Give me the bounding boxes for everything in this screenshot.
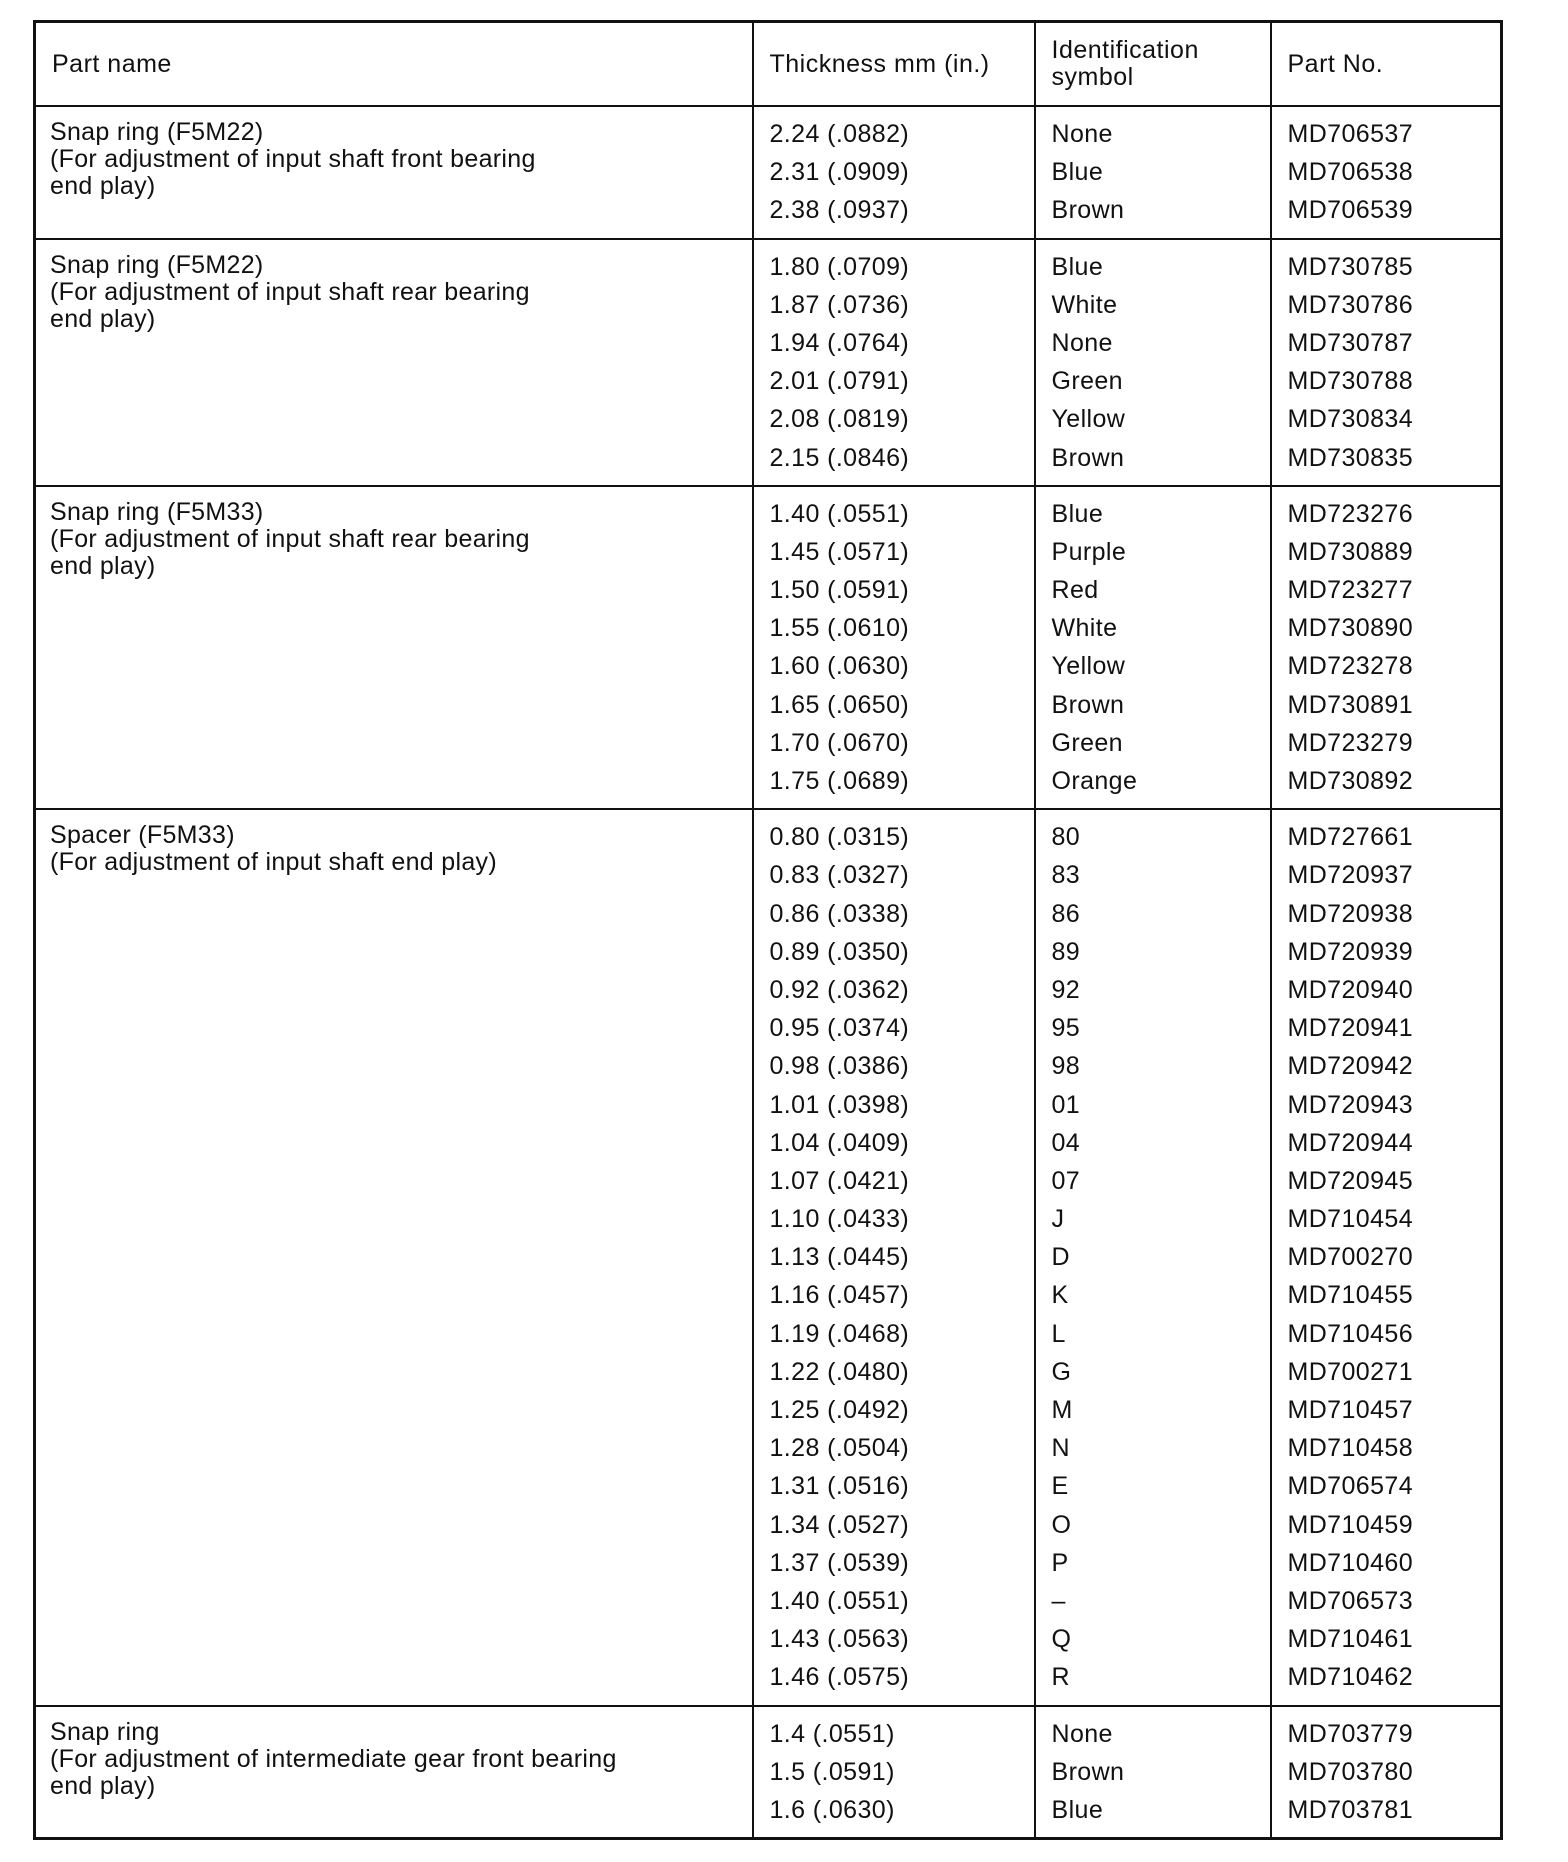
part-number-value: MD700271 bbox=[1287, 1357, 1414, 1386]
thickness-value: 2.01 (.0791) bbox=[769, 367, 910, 396]
header-identification-symbol bbox=[1035, 22, 1271, 107]
part-name-line: end play) bbox=[50, 551, 156, 580]
identification-symbol-value: Orange bbox=[1051, 767, 1138, 795]
identification-symbol-value: K bbox=[1051, 1281, 1069, 1310]
identification-symbol-value: None bbox=[1051, 328, 1113, 357]
thickness-value: 0.92 (.0362) bbox=[769, 975, 910, 1004]
part-number-value: MD720937 bbox=[1287, 861, 1414, 890]
thickness-value: 1.19 (.0468) bbox=[769, 1319, 910, 1348]
identification-symbol-value: Blue bbox=[1051, 1795, 1104, 1824]
thickness-value: 0.83 (.0327) bbox=[769, 861, 910, 890]
thickness-value: 1.80 (.0709) bbox=[769, 252, 910, 281]
thickness-cell bbox=[753, 486, 1035, 810]
identification-symbol-value: 86 bbox=[1051, 899, 1081, 928]
part-name-line: Snap ring (F5M22) bbox=[50, 118, 264, 146]
part-number-value: MD710460 bbox=[1287, 1548, 1414, 1577]
identification-symbol-value: D bbox=[1051, 1243, 1070, 1272]
part-name-line: (For adjustment of input shaft end play) bbox=[50, 848, 497, 877]
header-part-no: Part No. bbox=[1271, 22, 1502, 107]
part-number-value: MD730890 bbox=[1287, 614, 1414, 643]
thickness-value: 0.86 (.0338) bbox=[769, 899, 910, 928]
part-number-value: MD730834 bbox=[1287, 405, 1414, 434]
part-number-cell bbox=[1271, 486, 1502, 810]
part-number-value: MD730892 bbox=[1287, 767, 1414, 795]
identification-symbol-value: 92 bbox=[1051, 975, 1081, 1004]
part-number-value: MD706537 bbox=[1287, 120, 1414, 148]
thickness-cell bbox=[753, 106, 1035, 239]
identification-symbol-cell bbox=[1035, 239, 1271, 486]
header-part-name: Part name bbox=[35, 22, 753, 107]
identification-symbol-value: E bbox=[1051, 1472, 1069, 1501]
identification-symbol-value: M bbox=[1051, 1396, 1073, 1424]
part-name-line: (For adjustment of input shaft rear bearing bbox=[50, 524, 530, 553]
part-name-cell bbox=[35, 809, 753, 1705]
identification-symbol-value: None bbox=[1051, 1719, 1113, 1748]
part-name-line: (For adjustment of input shaft front bearing bbox=[50, 145, 536, 173]
identification-symbol-value: – bbox=[1051, 1586, 1066, 1615]
part-number-value: MD720940 bbox=[1287, 975, 1414, 1004]
part-number-value: MD703780 bbox=[1287, 1757, 1414, 1786]
thickness-value: 2.15 (.0846) bbox=[769, 443, 910, 472]
identification-symbol-value: White bbox=[1051, 290, 1118, 319]
identification-symbol-cell bbox=[1035, 486, 1271, 810]
part-number-value: MD720941 bbox=[1287, 1014, 1414, 1043]
part-number-value: MD710461 bbox=[1287, 1625, 1414, 1654]
thickness-value: 1.50 (.0591) bbox=[769, 576, 910, 605]
parts-table-sheet bbox=[33, 20, 1500, 1840]
thickness-value: 1.34 (.0527) bbox=[769, 1510, 910, 1539]
part-number-cell bbox=[1271, 239, 1502, 486]
part-number-cell bbox=[1271, 1706, 1502, 1839]
part-number-value: MD720942 bbox=[1287, 1052, 1414, 1081]
identification-symbol-cell bbox=[1035, 1706, 1271, 1839]
identification-symbol-value: J bbox=[1051, 1205, 1065, 1234]
part-number-value: MD730788 bbox=[1287, 367, 1414, 396]
part-number-value: MD730787 bbox=[1287, 328, 1414, 357]
part-number-cell bbox=[1271, 809, 1502, 1705]
part-number-value: MD710455 bbox=[1287, 1281, 1414, 1310]
part-number-value: MD706538 bbox=[1287, 158, 1414, 187]
part-number-value: MD720938 bbox=[1287, 899, 1414, 928]
part-number-value: MD730785 bbox=[1287, 252, 1414, 281]
identification-symbol-value: Green bbox=[1051, 367, 1123, 396]
thickness-value: 1.28 (.0504) bbox=[769, 1434, 910, 1463]
thickness-value: 2.31 (.0909) bbox=[769, 158, 910, 187]
identification-symbol-value: 89 bbox=[1051, 937, 1081, 966]
identification-symbol-value: Yellow bbox=[1051, 405, 1126, 434]
identification-symbol-value: 80 bbox=[1051, 823, 1081, 852]
identification-symbol-value: N bbox=[1051, 1434, 1070, 1463]
part-number-value: MD720939 bbox=[1287, 937, 1414, 966]
part-number-value: MD706574 bbox=[1287, 1472, 1414, 1501]
identification-symbol-value: 04 bbox=[1051, 1128, 1081, 1157]
part-number-value: MD706539 bbox=[1287, 196, 1414, 225]
header-row bbox=[35, 22, 1502, 107]
part-name-line: (For adjustment of input shaft rear bearing bbox=[50, 277, 530, 306]
identification-symbol-value: Brown bbox=[1051, 1757, 1125, 1786]
part-number-value: MD730835 bbox=[1287, 443, 1414, 472]
identification-symbol-value: Red bbox=[1051, 576, 1099, 605]
header-identification-line1: Identification bbox=[1051, 36, 1199, 64]
thickness-cell bbox=[753, 809, 1035, 1705]
part-number-value: MD723277 bbox=[1287, 576, 1414, 605]
table-row bbox=[35, 486, 1502, 810]
part-number-value: MD710458 bbox=[1287, 1434, 1414, 1463]
part-number-value: MD700270 bbox=[1287, 1243, 1414, 1272]
identification-symbol-value: Blue bbox=[1051, 252, 1104, 281]
part-name-line: end play) bbox=[50, 172, 156, 200]
part-number-value: MD703781 bbox=[1287, 1795, 1414, 1824]
table-row bbox=[35, 106, 1502, 239]
part-number-value: MD710454 bbox=[1287, 1205, 1414, 1234]
identification-symbol-value: Blue bbox=[1051, 499, 1104, 528]
identification-symbol-value: L bbox=[1051, 1319, 1066, 1348]
thickness-value: 1.25 (.0492) bbox=[769, 1396, 910, 1424]
thickness-value: 1.43 (.0563) bbox=[769, 1625, 910, 1654]
identification-symbol-value: White bbox=[1051, 614, 1118, 643]
part-number-value: MD723278 bbox=[1287, 652, 1414, 681]
thickness-value: 2.08 (.0819) bbox=[769, 405, 910, 434]
table-row bbox=[35, 809, 1502, 1705]
part-number-value: MD723276 bbox=[1287, 499, 1414, 528]
thickness-value: 1.16 (.0457) bbox=[769, 1281, 910, 1310]
table-body bbox=[35, 106, 1502, 1839]
identification-symbol-value: Brown bbox=[1051, 196, 1125, 225]
part-number-value: MD710457 bbox=[1287, 1396, 1414, 1424]
part-number-value: MD723279 bbox=[1287, 728, 1414, 757]
identification-symbol-value: Green bbox=[1051, 728, 1123, 757]
part-name-line: Snap ring (F5M22) bbox=[50, 250, 264, 279]
identification-symbol-value: Yellow bbox=[1051, 652, 1126, 681]
identification-symbol-cell bbox=[1035, 809, 1271, 1705]
thickness-value: 1.04 (.0409) bbox=[769, 1128, 910, 1157]
identification-symbol-value: G bbox=[1051, 1357, 1072, 1386]
thickness-value: 1.13 (.0445) bbox=[769, 1243, 910, 1272]
identification-symbol-cell bbox=[1035, 106, 1271, 239]
thickness-value: 1.45 (.0571) bbox=[769, 537, 910, 566]
part-number-value: MD706573 bbox=[1287, 1586, 1414, 1615]
identification-symbol-value: 07 bbox=[1051, 1166, 1081, 1195]
thickness-cell bbox=[753, 239, 1035, 486]
thickness-value: 1.55 (.0610) bbox=[769, 614, 910, 643]
thickness-value: 1.5 (.0591) bbox=[769, 1757, 895, 1786]
part-number-value: MD720943 bbox=[1287, 1090, 1414, 1119]
part-name-cell bbox=[35, 486, 753, 810]
thickness-value: 2.24 (.0882) bbox=[769, 120, 910, 148]
thickness-value: 1.01 (.0398) bbox=[769, 1090, 910, 1119]
thickness-value: 1.60 (.0630) bbox=[769, 652, 910, 681]
part-number-value: MD720945 bbox=[1287, 1166, 1414, 1195]
part-number-value: MD730891 bbox=[1287, 690, 1414, 719]
identification-symbol-value: Purple bbox=[1051, 537, 1127, 566]
identification-symbol-value: Blue bbox=[1051, 158, 1104, 187]
part-number-value: MD727661 bbox=[1287, 823, 1414, 852]
part-name-line: (For adjustment of intermediate gear front bearing bbox=[50, 1744, 617, 1773]
identification-symbol-value: 98 bbox=[1051, 1052, 1081, 1081]
thickness-value: 1.75 (.0689) bbox=[769, 767, 910, 795]
identification-symbol-value: R bbox=[1051, 1663, 1070, 1692]
thickness-value: 0.98 (.0386) bbox=[769, 1052, 910, 1081]
part-number-value: MD710459 bbox=[1287, 1510, 1414, 1539]
thickness-cell bbox=[753, 1706, 1035, 1839]
thickness-value: 1.4 (.0551) bbox=[769, 1719, 895, 1748]
part-number-value: MD730889 bbox=[1287, 537, 1414, 566]
table-row bbox=[35, 239, 1502, 486]
header-identification-line2: symbol bbox=[1051, 63, 1134, 91]
thickness-value: 1.31 (.0516) bbox=[769, 1472, 910, 1501]
thickness-value: 1.70 (.0670) bbox=[769, 728, 910, 757]
identification-symbol-value: 95 bbox=[1051, 1014, 1081, 1043]
part-number-cell bbox=[1271, 106, 1502, 239]
thickness-value: 1.87 (.0736) bbox=[769, 290, 910, 319]
part-name-line: Spacer (F5M33) bbox=[50, 821, 235, 850]
thickness-value: 0.80 (.0315) bbox=[769, 823, 910, 852]
thickness-value: 1.94 (.0764) bbox=[769, 328, 910, 357]
identification-symbol-value: P bbox=[1051, 1548, 1069, 1577]
identification-symbol-value: O bbox=[1051, 1510, 1072, 1539]
part-number-value: MD703779 bbox=[1287, 1719, 1414, 1748]
table-header bbox=[35, 22, 1502, 107]
thickness-value: 1.22 (.0480) bbox=[769, 1357, 910, 1386]
identification-symbol-value: Brown bbox=[1051, 443, 1125, 472]
part-name-cell bbox=[35, 239, 753, 486]
part-name-cell bbox=[35, 1706, 753, 1839]
part-number-value: MD730786 bbox=[1287, 290, 1414, 319]
thickness-value: 1.07 (.0421) bbox=[769, 1166, 910, 1195]
part-number-value: MD710462 bbox=[1287, 1663, 1414, 1692]
identification-symbol-value: None bbox=[1051, 120, 1113, 148]
thickness-value: 1.10 (.0433) bbox=[769, 1205, 910, 1234]
table-row bbox=[35, 1706, 1502, 1839]
part-number-value: MD710456 bbox=[1287, 1319, 1414, 1348]
thickness-value: 1.37 (.0539) bbox=[769, 1548, 910, 1577]
part-name-cell bbox=[35, 106, 753, 239]
thickness-value: 1.65 (.0650) bbox=[769, 690, 910, 719]
thickness-value: 1.40 (.0551) bbox=[769, 1586, 910, 1615]
identification-symbol-value: 01 bbox=[1051, 1090, 1081, 1119]
header-thickness: Thickness mm (in.) bbox=[753, 22, 1035, 107]
identification-symbol-value: Brown bbox=[1051, 690, 1125, 719]
thickness-value: 2.38 (.0937) bbox=[769, 196, 910, 225]
thickness-value: 1.46 (.0575) bbox=[769, 1663, 910, 1692]
part-name-line: Snap ring bbox=[50, 1717, 160, 1746]
identification-symbol-value: 83 bbox=[1051, 861, 1081, 890]
thickness-value: 0.95 (.0374) bbox=[769, 1014, 910, 1043]
thickness-value: 1.40 (.0551) bbox=[769, 499, 910, 528]
thickness-value: 1.6 (.0630) bbox=[769, 1795, 895, 1824]
part-name-line: end play) bbox=[50, 304, 156, 333]
part-name-line: Snap ring (F5M33) bbox=[50, 497, 264, 526]
thickness-value: 0.89 (.0350) bbox=[769, 937, 910, 966]
part-name-line: end play) bbox=[50, 1771, 156, 1800]
identification-symbol-value: Q bbox=[1051, 1625, 1072, 1654]
part-number-value: MD720944 bbox=[1287, 1128, 1414, 1157]
parts-table bbox=[33, 20, 1503, 1840]
